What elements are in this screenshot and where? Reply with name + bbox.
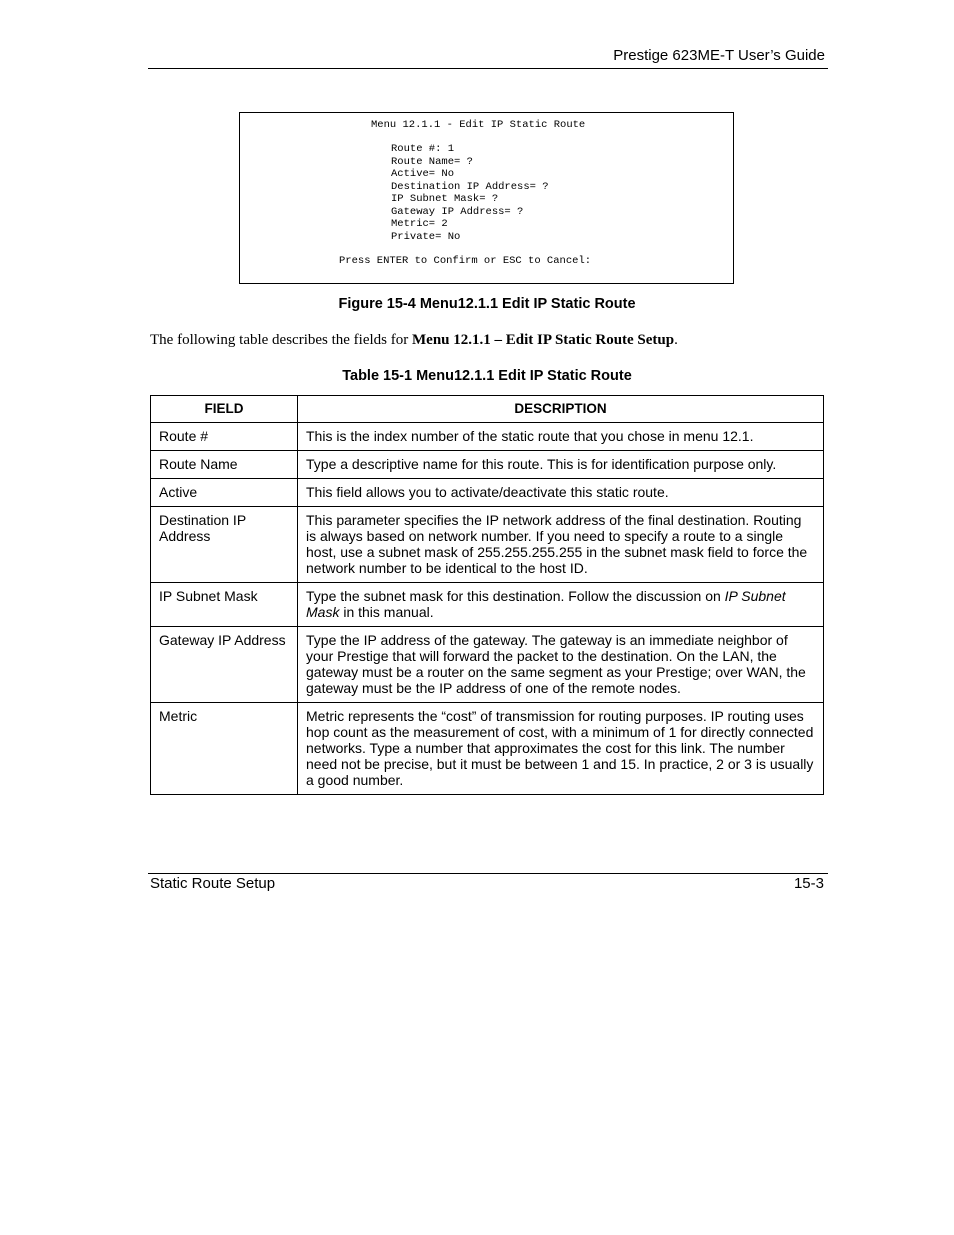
menu-screen-title: Menu 12.1.1 - Edit IP Static Route [371,119,586,131]
page-header-title: Prestige 623ME-T User’s Guide [613,47,825,64]
field-cell: IP Subnet Mask [151,583,298,627]
table-row [151,583,824,627]
menu-field-gateway-ip: Gateway IP Address= ? [391,205,524,218]
footer-section-title: Static Route Setup [150,875,276,892]
description-text: in this manual. [339,604,434,620]
table-row [151,451,824,479]
menu-field-route-number: Route #: 1 [391,143,455,155]
description-cell: This is the index number of the static route that you chose in menu 12.1. [298,423,824,451]
table-row [151,627,824,703]
field-description-table [150,395,824,795]
menu-screen-prompt: Press ENTER to Confirm or ESC to Cancel: [339,255,592,267]
description-cell [298,583,824,627]
description-cell: Metric represents the “cost” of transmission for routing purposes. IP routing uses hop count as the measurement of cost, with a minimum of 1 for directly connected networks. Type a number that approximates the cost for this link. The number need not be precise, but it must be between 1 and 15. In practice, 2 or 3 is usually a good number. [298,703,824,795]
footer-divider [148,873,828,874]
field-cell: Metric [151,703,298,795]
header-divider [148,68,828,69]
intro-paragraph [150,332,678,349]
menu-field-route-name: Route Name= ? [391,155,473,168]
column-header-description: DESCRIPTION [298,396,824,423]
table-caption: Table 15-1 Menu12.1.1 Edit IP Static Route [342,368,632,384]
column-header-field: FIELD [151,396,298,423]
menu-field-private: Private= No [391,230,461,243]
table-row [151,423,824,451]
field-cell: Active [151,479,298,507]
description-cell: Type the IP address of the gateway. The gateway is an immediate neighbor of your Prestige that will forward the packet to the destination. On the LAN, the gateway must be a router on the same segment as your Prestige; over WAN, the gateway must be the IP address of one of the remote nodes. [298,627,824,703]
description-cell: This field allows you to activate/deactivate this static route. [298,479,824,507]
description-cell: Type a descriptive name for this route. This is for identification purpose only. [298,451,824,479]
field-cell: Route # [151,423,298,451]
description-text: Type the subnet mask for this destination. Follow the discussion on [306,588,725,604]
manual-reference: IP Subnet Mask [306,588,786,620]
menu-field-active: Active= No [391,168,455,180]
description-cell: This parameter specifies the IP network address of the final destination. Routing is always based on network number. If you need to specify a route to a single host, use a subnet mask of 255.255.255.255 in the subnet mask field to force the network number to be identical to the host ID. [298,507,824,583]
table-row [151,479,824,507]
field-cell: Destination IP Address [151,507,298,583]
table-row [151,703,824,795]
intro-menu-name: Menu 12.1.1 – Edit IP Static Route Setup [412,332,675,348]
menu-screen-box [239,112,734,284]
field-cell: Gateway IP Address [151,627,298,703]
figure-caption: Figure 15-4 Menu12.1.1 Edit IP Static Route [338,296,636,312]
menu-field-metric: Metric= 2 [391,218,448,230]
intro-text: The following table describes the fields for [150,332,413,348]
menu-field-subnet-mask: IP Subnet Mask= ? [391,193,499,205]
table-row [151,507,824,583]
menu-field-destination-ip: Destination IP Address= ? [391,180,549,193]
footer-page-number: 15-3 [793,875,824,892]
table-header-row [151,396,824,423]
field-cell: Route Name [151,451,298,479]
intro-suffix: . [674,332,678,348]
